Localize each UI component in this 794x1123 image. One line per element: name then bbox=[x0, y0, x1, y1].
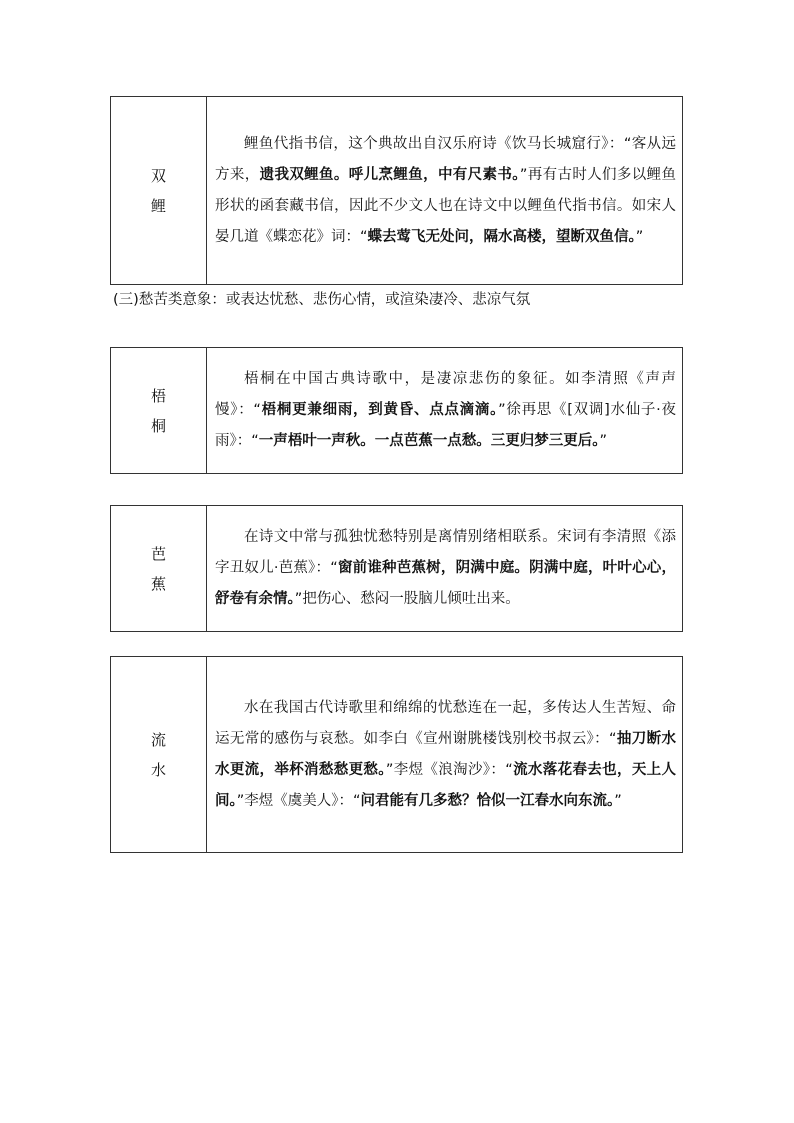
quote-run: 一声梧叶一声秋。一点芭蕉一点愁。三更归梦三更后。 bbox=[258, 433, 600, 449]
description-paragraph bbox=[215, 522, 676, 615]
quote-run: 问君能有几多愁？恰似一江春水向东流。 bbox=[360, 792, 615, 809]
entry-description bbox=[207, 348, 682, 473]
entry-bajiao bbox=[110, 505, 683, 632]
entry-term bbox=[111, 506, 207, 631]
text-run: ”把伤心、愁闷一股脑儿倾吐出来。 bbox=[294, 591, 520, 607]
entry-liushui bbox=[110, 656, 683, 853]
quote-run: 蝶去莺飞无处问，隔水高楼，望断双鱼信。 bbox=[367, 228, 636, 245]
term-char: 流 bbox=[150, 730, 166, 749]
entry-term bbox=[111, 97, 207, 284]
text-run: ”李煜《浪淘沙》：“ bbox=[385, 761, 513, 778]
term-char: 双 bbox=[150, 166, 166, 185]
term-char: 水 bbox=[150, 760, 166, 779]
text-run: ”再有古时人们多以鲤鱼形状的函套藏书信，因此不少文人也在诗文中以鲤鱼代指书信。如宋人晏几道《蝶恋花》词：“ bbox=[215, 166, 677, 245]
text-run: 梧桐在中国古典诗歌中，是凄凉悲伤的象征。如李清照《声声慢》：“ bbox=[215, 371, 676, 418]
quote-run: 遗我双鲤鱼。呼儿烹鲤鱼，中有尺素书。 bbox=[259, 166, 520, 183]
section-heading: (三)愁苦类意象：或表达忧愁、悲伤心情，或渲染凄冷、悲凉气氛 bbox=[113, 292, 531, 308]
text-run: ” bbox=[599, 433, 608, 449]
description-paragraph bbox=[215, 693, 676, 817]
text-run: ”徐再思《[双调]水仙子·夜雨》：“ bbox=[215, 402, 677, 449]
term-char: 芭 bbox=[150, 544, 166, 563]
text-run: ” bbox=[614, 792, 622, 809]
term-char: 鲤 bbox=[150, 196, 166, 215]
text-run: 水在我国古代诗歌里和绵绵的忧愁连在一起，多传达人生苦短、命运无常的感伤与哀愁。如李白《宣州谢朓楼饯别校书叔云》：“ bbox=[215, 699, 676, 747]
text-run: ”李煜《虞美人》：“ bbox=[236, 792, 361, 809]
text-run: 鲤鱼代指书信，这个典故出自汉乐府诗《饮马长城窟行》：“客从远方来， bbox=[215, 135, 676, 183]
description-paragraph bbox=[215, 364, 676, 457]
term-char: 蕉 bbox=[150, 574, 166, 593]
entry-wutong bbox=[110, 347, 683, 474]
entry-description bbox=[207, 657, 682, 852]
quote-run: 流水落花春去也，天上人间。 bbox=[215, 761, 677, 809]
term-char: 梧 bbox=[150, 386, 166, 405]
entry-description bbox=[207, 97, 682, 284]
entry-description bbox=[207, 506, 682, 631]
description-paragraph bbox=[215, 129, 676, 253]
text-run: 在诗文中常与孤独忧愁特别是离情别绪相联系。宋词有李清照《添字丑奴儿·芭蕉》：“ bbox=[215, 529, 676, 576]
entry-term bbox=[111, 657, 207, 852]
text-run: ” bbox=[635, 228, 644, 245]
quote-run: 抽刀断水水更流，举杯消愁愁更愁。 bbox=[215, 730, 676, 778]
entry-term bbox=[111, 348, 207, 473]
term-char: 桐 bbox=[150, 416, 166, 435]
quote-run: 窗前谁种芭蕉树，阴满中庭。阴满中庭，叶叶心心，舒卷有余情。 bbox=[215, 560, 676, 607]
entry-shuangli bbox=[110, 96, 683, 285]
quote-run: 梧桐更兼细雨，到黄昏、点点滴滴。 bbox=[260, 402, 499, 418]
